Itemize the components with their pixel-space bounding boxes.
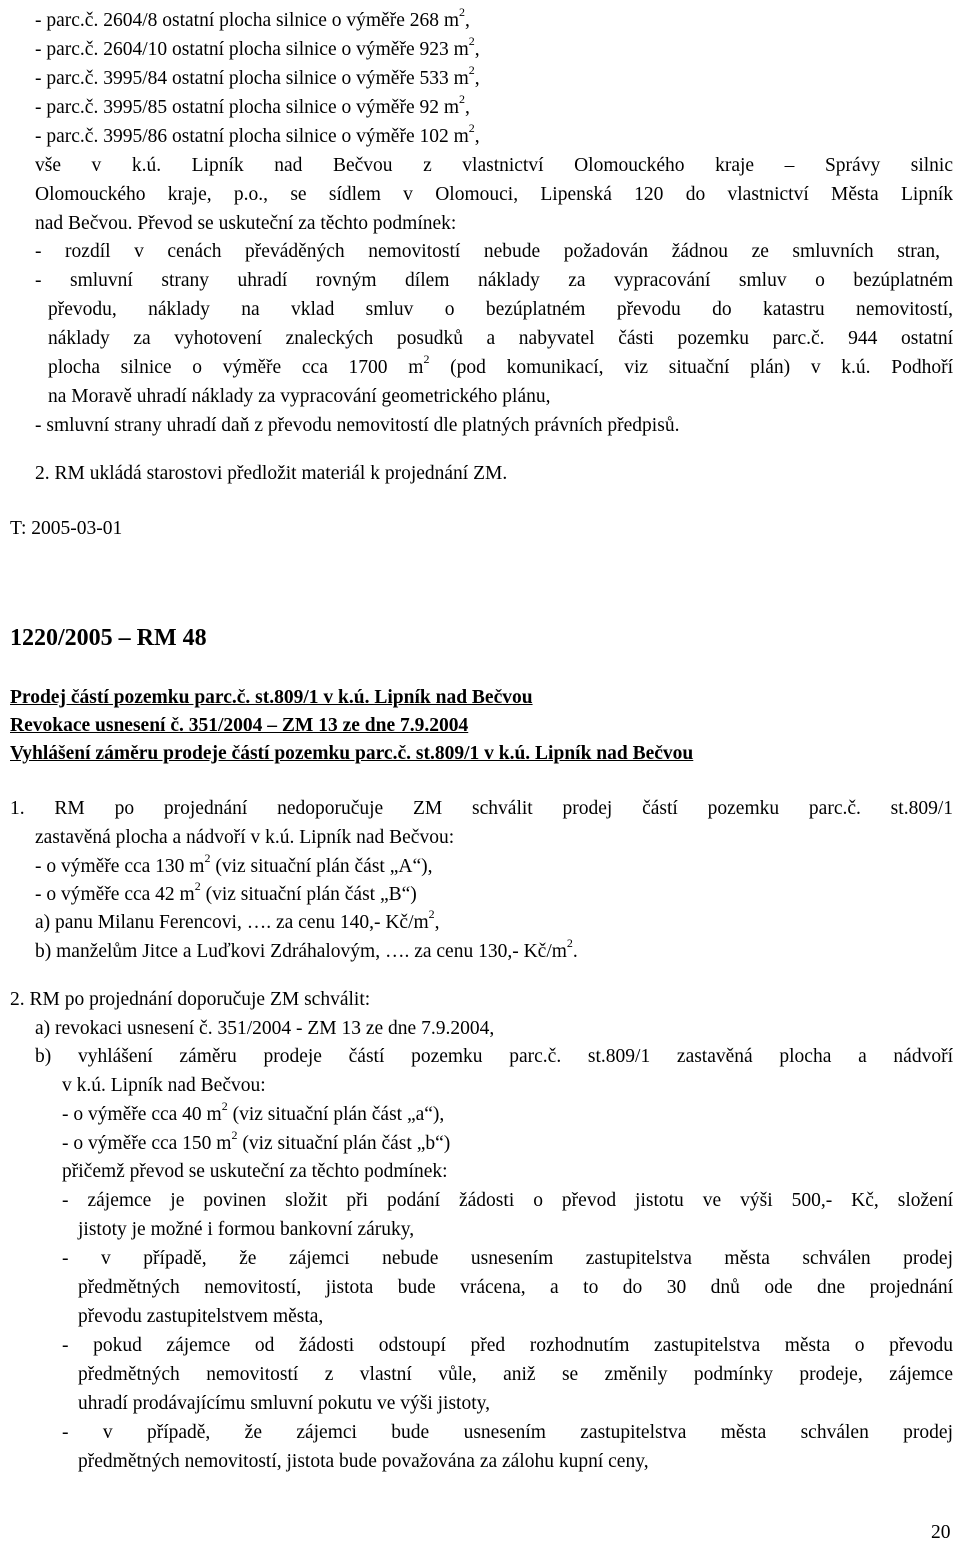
parcel-line: - parc.č. 3995/85 ostatní plocha silnice o výměře 92 $m^2$, bbox=[35, 91, 470, 118]
condition-line: převodu, náklady na vklad smluv o bezúplatném převodu do katastru nemovitostí, bbox=[48, 299, 953, 320]
transfer-text-line: vše v k.ú. Lipník nad Bečvou z vlastnictví Olomouckého kraje – Správy silnic bbox=[35, 155, 953, 176]
resolution-item-line: zastavěná plocha a nádvoří v k.ú. Lipník nad Bečvou: bbox=[35, 827, 455, 848]
transfer-text-line: Olomouckého kraje, p.o., se sídlem v Olomouci, Lipenská 120 do vlastnictví Města Lipník bbox=[35, 184, 953, 205]
condition-line: předmětných nemovitostí z vlastní vůle, aniž se změnily podmínky prodeje, zájemce bbox=[78, 1364, 953, 1385]
section-heading: Revokace usnesení č. 351/2004 – ZM 13 ze dne 7.9.2004 bbox=[10, 715, 469, 736]
condition-line: uhradí prodávajícímu smluvní pokutu ve výši jistoty, bbox=[78, 1393, 490, 1414]
condition-line: - smluvní strany uhradí rovným dílem náklady za vypracování smluv o bezúplatném bbox=[35, 270, 953, 291]
parcel-line: - parc.č. 3995/84 ostatní plocha silnice o výměře 533 $m^2$, bbox=[35, 62, 480, 89]
condition-line: - pokud zájemce od žádosti odstoupí před rozhodnutím zastupitelstva města o převodu bbox=[62, 1335, 953, 1356]
parcel-line: - parc.č. 3995/86 ostatní plocha silnice o výměře 102 $m^2$, bbox=[35, 120, 480, 147]
condition-line: předmětných nemovitostí, jistota bude vrácena, a to do 30 dnů ode dne projednání bbox=[78, 1277, 953, 1298]
resolution-item-line: a) panu Milanu Ferencovi, …. za cenu 140,- $Kč/m^2$, bbox=[35, 906, 440, 933]
condition-line: náklady za vyhotovení znaleckých posudků a nabyvatel části pozemku parc.č. 944 ostatní bbox=[48, 328, 953, 349]
condition-line: - zájemce je povinen složit při podání žádosti o převod jistotu ve výši 500,- Kč, složení bbox=[62, 1190, 953, 1211]
section-heading: Prodej částí pozemku parc.č. st.809/1 v k.ú. Lipník nad Bečvou bbox=[10, 687, 533, 708]
resolution-item-line: b) vyhlášení záměru prodeje částí pozemku parc.č. st.809/1 zastavěná plocha a nádvoří bbox=[35, 1046, 953, 1067]
resolution-item-line: b) manželům Jitce a Luďkovi Zdráhalovým, …. za cenu 130,- $Kč/m^2$. bbox=[35, 935, 578, 962]
resolution-item-line: - o výměře cca 150 $m^2$ (viz situační plán část „b“) bbox=[62, 1127, 451, 1154]
resolution-item: 1. RM po projednání nedoporučuje ZM schválit prodej částí pozemku parc.č. st.809/1 bbox=[10, 798, 953, 819]
parcel-line: - parc.č. 2604/10 ostatní plocha silnice o výměře 923 $m^2$, bbox=[35, 33, 480, 60]
resolution-item: 2. RM po projednání doporučuje ZM schválit: bbox=[10, 989, 371, 1010]
resolution-item-line: - o výměře cca 130 $m^2$ (viz situační plán část „A“), bbox=[35, 850, 433, 877]
condition-line: převodu zastupitelstvem města, bbox=[78, 1306, 324, 1327]
condition-line: - v případě, že zájemci nebude usnesením zastupitelstva města schválen prodej bbox=[62, 1248, 953, 1269]
condition-line: na Moravě uhradí náklady za vypracování geometrického plánu, bbox=[48, 386, 551, 407]
parcel-line: - parc.č. 2604/8 ostatní plocha silnice o výměře 268 $m^2$, bbox=[35, 4, 470, 31]
resolution-item-line: a) revokaci usnesení č. 351/2004 - ZM 13 ze dne 7.9.2004, bbox=[35, 1018, 495, 1039]
resolution-item-line: v k.ú. Lipník nad Bečvou: bbox=[62, 1075, 266, 1096]
resolution-item-line: přičemž převod se uskuteční za těchto podmínek: bbox=[62, 1161, 448, 1182]
condition-line: - smluvní strany uhradí daň z převodu nemovitostí dle platných právních předpisů. bbox=[35, 415, 680, 436]
page-number: 20 bbox=[931, 1522, 951, 1543]
condition-line: předmětných nemovitostí, jistota bude považována za zálohu kupní ceny, bbox=[78, 1451, 649, 1472]
resolution-item-line: - o výměře cca 42 $m^2$ (viz situační plán část „B“) bbox=[35, 878, 417, 905]
condition-line: - rozdíl v cenách převáděných nemovitostí nebude požadován žádnou ze smluvních stran, bbox=[35, 241, 940, 262]
condition-line: jistoty je možné i formou bankovní záruky, bbox=[78, 1219, 415, 1240]
condition-line: - v případě, že zájemci bude usnesením zastupitelstva města schválen prodej bbox=[62, 1422, 953, 1443]
resolution-item-line: - o výměře cca 40 $m^2$ (viz situační plán část „a“), bbox=[62, 1098, 445, 1125]
condition-line: plocha silnice o výměře cca 1700 $m^2$ (pod komunikací, viz situační plán) v k.ú. Podhoří bbox=[48, 351, 954, 378]
deadline-text: T: 2005-03-01 bbox=[10, 518, 123, 539]
resolution-item: 2. RM ukládá starostovi předložit materiál k projednání ZM. bbox=[35, 463, 508, 484]
transfer-text-line: nad Bečvou. Převod se uskuteční za těchto podmínek: bbox=[35, 213, 457, 234]
resolution-number: 1220/2005 – RM 48 bbox=[10, 625, 207, 651]
section-heading: Vyhlášení záměru prodeje částí pozemku parc.č. st.809/1 v k.ú. Lipník nad Bečvou bbox=[10, 743, 694, 764]
